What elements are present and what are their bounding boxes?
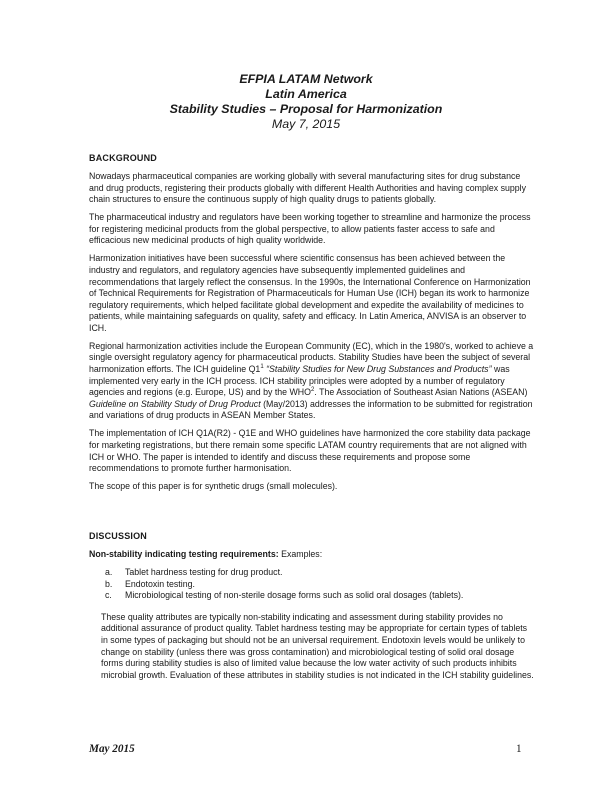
background-paragraph-1: Nowadays pharmaceutical companies are working globally with several manufacturing sites for drug substance and drug products, registering their products globally with different Health Authorities and having complex supply chain structures to ensure the continuous supply of high quality drugs to patients globally.: [89, 170, 527, 205]
network-title: EFPIA LATAM Network: [239, 72, 373, 86]
background-paragraph-3: Harmonization initiatives have been successful where scientific consensus has been achieved between the industry and regulators, and regulatory agencies have subsequently implemented guidelines and recommendations that largely reflect the consensus. In the 1990s, the International Conference on Harmonization of Technical Requirements for Registration of Pharmaceuticals for Human Use (ICH) began its work to harmonize regulatory requirements, which helped facilitate global development and expedite the availability of medicines to patients, while maintaining safeguards on quality, safety and efficacy. In Latin America, ANVISA is an observer to ICH.: [89, 253, 531, 333]
list-item: c. Microbiological testing of non-sterile dosage forms such as solid oral dosages (tablets).: [105, 590, 464, 601]
list-item: b. Endotoxin testing.: [105, 578, 195, 589]
background-paragraph-6: The scope of this paper is for synthetic drugs (small molecules).: [89, 481, 338, 492]
document-date: May 7, 2015: [271, 117, 341, 131]
document-header: [0, 72, 612, 132]
discussion-subheading: Non-stability indicating testing requirements: Examples:: [89, 548, 323, 559]
page-number: 1: [516, 743, 522, 755]
examples-list: [89, 567, 535, 602]
document-title: Stability Studies – Proposal for Harmonization: [169, 102, 443, 116]
discussion-heading: DISCUSSION: [89, 531, 148, 541]
discussion-section: [89, 531, 535, 681]
background-paragraph-5: The implementation of ICH Q1A(R2) - Q1E and WHO guidelines have harmonized the core stability data package for marketing registrations, but there remain some specific LATAM country requirements that are not aligned with ICH or WHO. The paper is intended to identify and discuss these requirements and propose some recommendations to promote further harmonisation.: [89, 428, 531, 474]
background-paragraph-4: Regional harmonization activities include the European Community (EC), which in the 1980's, worked to achieve a single oversight regulatory agency for pharmaceutical products. Stability Studies have been the subject of several harmonization efforts. The ICH guideline $Q1^1$ “Stability Studies for New Drug Substances and Products” was implemented very early in the ICH process. ICH stability principles were adopted by a number of regulatory agencies and regions (e.g. Europe, US) and by the WHO$^2$. The Association of Southeast Asian Nations (ASEAN) Guideline on Stability Study of Drug Product (May/2013) addresses the information to be submitted for registration and variations of drug products in ASEAN Member States.: [89, 340, 534, 421]
asean-guideline-title: Guideline on Stability Study of Drug Product: [89, 398, 261, 409]
background-section: [89, 153, 535, 493]
background-heading: BACKGROUND: [89, 153, 157, 163]
list-item: a. Tablet hardness testing for drug product.: [105, 566, 283, 577]
footnote-ref-1: 1: [260, 364, 264, 371]
footer-date: May 2015: [89, 743, 135, 755]
discussion-paragraph-1: These quality attributes are typically non-stability indicating and assessment during stability provides no additional assurance of product quality. Tablet hardness testing may be appropriate for certain types of tablets in some types of packaging but should not be an universal requirement. Endotoxin levels would be unlikely to change on stability (unless there was gross contamination) and microbiological testing of solid oral dosage forms during stability studies is also of limited value because the low water activity of such products inhibits microbial growth. Evaluation of these attributes in stability studies is not indicated in the ICH stability guidelines.: [101, 611, 534, 680]
ich-guideline-title: “Stability Studies for New Drug Substances and Products”: [263, 364, 492, 375]
region-title: Latin America: [265, 87, 347, 101]
background-paragraph-2: The pharmaceutical industry and regulators have been working together to streamline and harmonize the process for registering medicinal products from the global perspective, to allow patients faster access to safe and efficacious new medicinal products of high quality worldwide.: [89, 212, 531, 246]
footnote-ref-2: 2: [311, 387, 315, 394]
